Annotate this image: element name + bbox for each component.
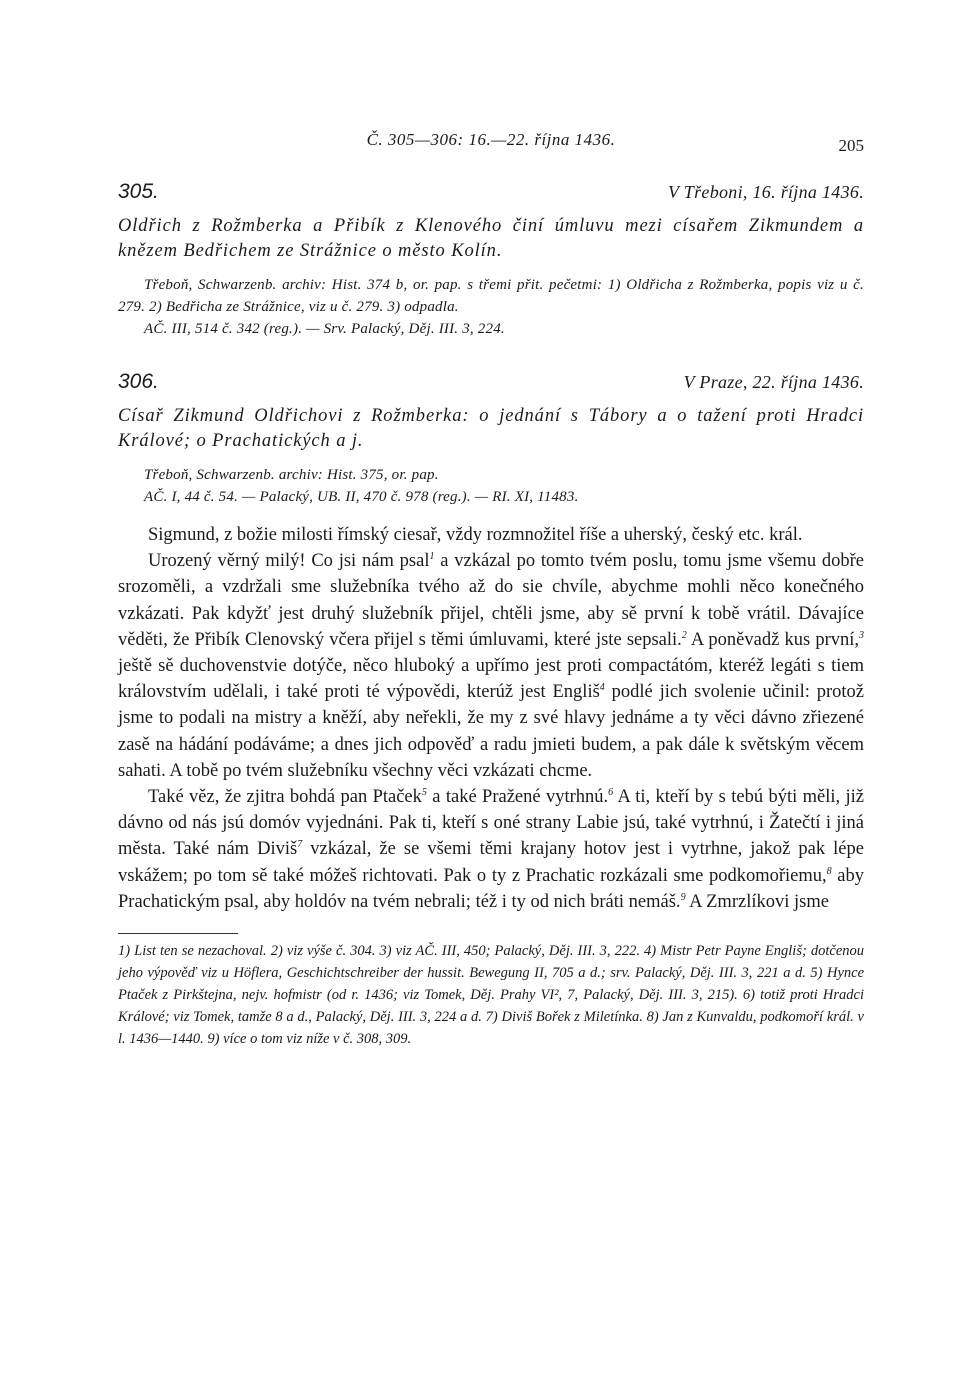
text-run: a také Pražené vytrhnú. [426,787,609,808]
letter-paragraph [118,784,864,915]
footnote-ref: 5 [421,786,427,798]
text-run: aby Prachatickým psal, aby holdóv na tvém nebrali; též i ty od nich bráti nemáš. [118,865,864,912]
document-place-date: V Praze, 22. října 1436. [683,372,864,392]
document-place-date: V Třeboni, 16. října 1436. [668,182,864,202]
running-head-title: Č. 305—306: 16.—22. října 1436. [366,130,616,149]
text-run: Urozený věrný milý! Co jsi nám psal [148,551,430,572]
page-number: 205 [838,136,864,155]
footnote-text: 1) List ten se nezachoval. 2) viz výše č. 304. 3) viz AČ. III, 450; Palacký, Děj. III. 3, 222. 4) Mistr Petr Payne Engliš; dotčenou jeho výpověď viz u Höflera, Geschichtschreiber der hussit. Bewegung II, 705 a d.; srv. Palacký, Děj. III. 3, 221 a d. 5) Hynce Ptaček z Pirkštejna, nejv. hofmistr (od r. 1436; viz Tomek, Děj. Prahy VI², 7, Palacký, Děj. III. 3, 215). 6) totiž proti Hradci Králové; viz Tomek, tamže 8 a d., Palacký, Děj. III. 3, 224 a d. 7) Diviš Bořek z Miletínka. 8) Jan z Kunvaldu, podkomoří král. v l. 1436—1440. 9) více o tom viz níže v č. 308, 309. [118,943,864,1048]
footnote-ref: 7 [297,839,303,851]
apparatus-source: Třeboň, Schwarzenb. archiv: Hist. 374 b, or. pap. s třemi přit. pečetmi: 1) Oldřicha z Rožmberka, popis viz u č. 279. 2) Bedřicha ze Strážnice, viz u č. 279. 3) odpadla. [118,277,864,315]
apparatus-literature: AČ. I, 44 č. 54. — Palacký, UB. II, 470 č. 978 (reg.). — RI. XI, 11483. [144,489,579,505]
text-run: podlé jich svolenie učinil: protož jsme to podali na mistry a kněží, aby neřekli, že my z své hlavy jednáme a ty věci dávno zřiezené zasě na hádání podáváme; a dnes jich odpověď a radu jmieti budem, a pak dále k světským věcem sahati. A tobě po tvém služebníku všechny věci vzkázati chcme. [118,682,865,781]
document-regest: Oldřich z Rožmberka a Přibík z Klenového činí úmluvu mezi císařem Zikmundem a knězem Bedřichem ze Strážnice o město Kolín. [118,216,864,261]
document-header [118,180,864,204]
footnote-ref: 9 [680,891,686,903]
running-head [118,130,864,166]
footnote-ref: 4 [599,682,605,694]
footnotes [118,933,864,1050]
document-regest: Císař Zikmund Oldřichovi z Rožmberka: o jednání s Tábory a o tažení proti Hradci Králové; o Prachatických a j. [118,406,864,451]
apparatus-source: Třeboň, Schwarzenb. archiv: Hist. 375, or. pap. [144,467,439,483]
text-run: A poněvadž kus první, [686,629,859,650]
footnote-ref: 6 [608,786,614,798]
text-run: A Zmrzlíkovi jsme [685,891,829,912]
text-run: ještě sě duchovenstvie dotýče, něco hluboký a upřímo jest proti compactátóm, kteréž legáti s tiem královstvím udělali, i také proti té výpovědi, kterúž jest Engliš [118,656,864,703]
footnote-ref: 2 [681,629,687,641]
text-run: vzkázal, že se všemi těmi krajany hotov jest i vytrhne, jakož pak lépe vskážem; po tom sě také móžeš richtovati. Pak o ty z Prachatic rozkázali sme podkomořiemu, [118,839,864,886]
letter-body [118,522,864,915]
footnote-ref: 3 [859,629,864,641]
footnote-rule [118,933,238,934]
text-run: A ti, kteří by s tebú býti měli, již dávno od nás jsú domóv vyjednáni. Pak ti, kteří s oné strany Labie jsú, také vytrhnú, i Žatečtí i jiná města. Také nám Diviš [118,787,864,860]
document-apparatus [118,274,864,340]
footnote-ref: 8 [826,865,832,877]
letter-paragraph [118,548,864,784]
letter-salutation: Sigmund, z božie milosti římský ciesař, vždy rozmnožitel říše a uherský, český etc. král. [148,525,803,545]
document-number: 306. [118,370,159,393]
document-306 [118,370,864,1050]
document-apparatus [118,464,864,508]
text-run: a vzkázal po tomto tvém poslu, tomu jsme všemu dobře srozoměli, a vzdržali sme služebníka tvého až do sie chvíle, abychme mohli něco konečného vzkázati. Pak kdyžť jest druhý služebník přijel, chtěli jsme, aby sě první k tobě vrátil. Dávajíce věděti, že Přibík Clenovský včera přijel s těmi úmluvami, které jste sepsali. [118,551,864,650]
document-header [118,370,864,394]
page [118,130,864,1050]
footnote-ref: 1 [429,551,435,563]
apparatus-literature: AČ. III, 514 č. 342 (reg.). — Srv. Palacký, Děj. III. 3, 224. [144,321,505,337]
text-run: Také věz, že zjitra bohdá pan Ptaček [148,787,422,808]
document-number: 305. [118,180,159,203]
document-305 [118,180,864,340]
